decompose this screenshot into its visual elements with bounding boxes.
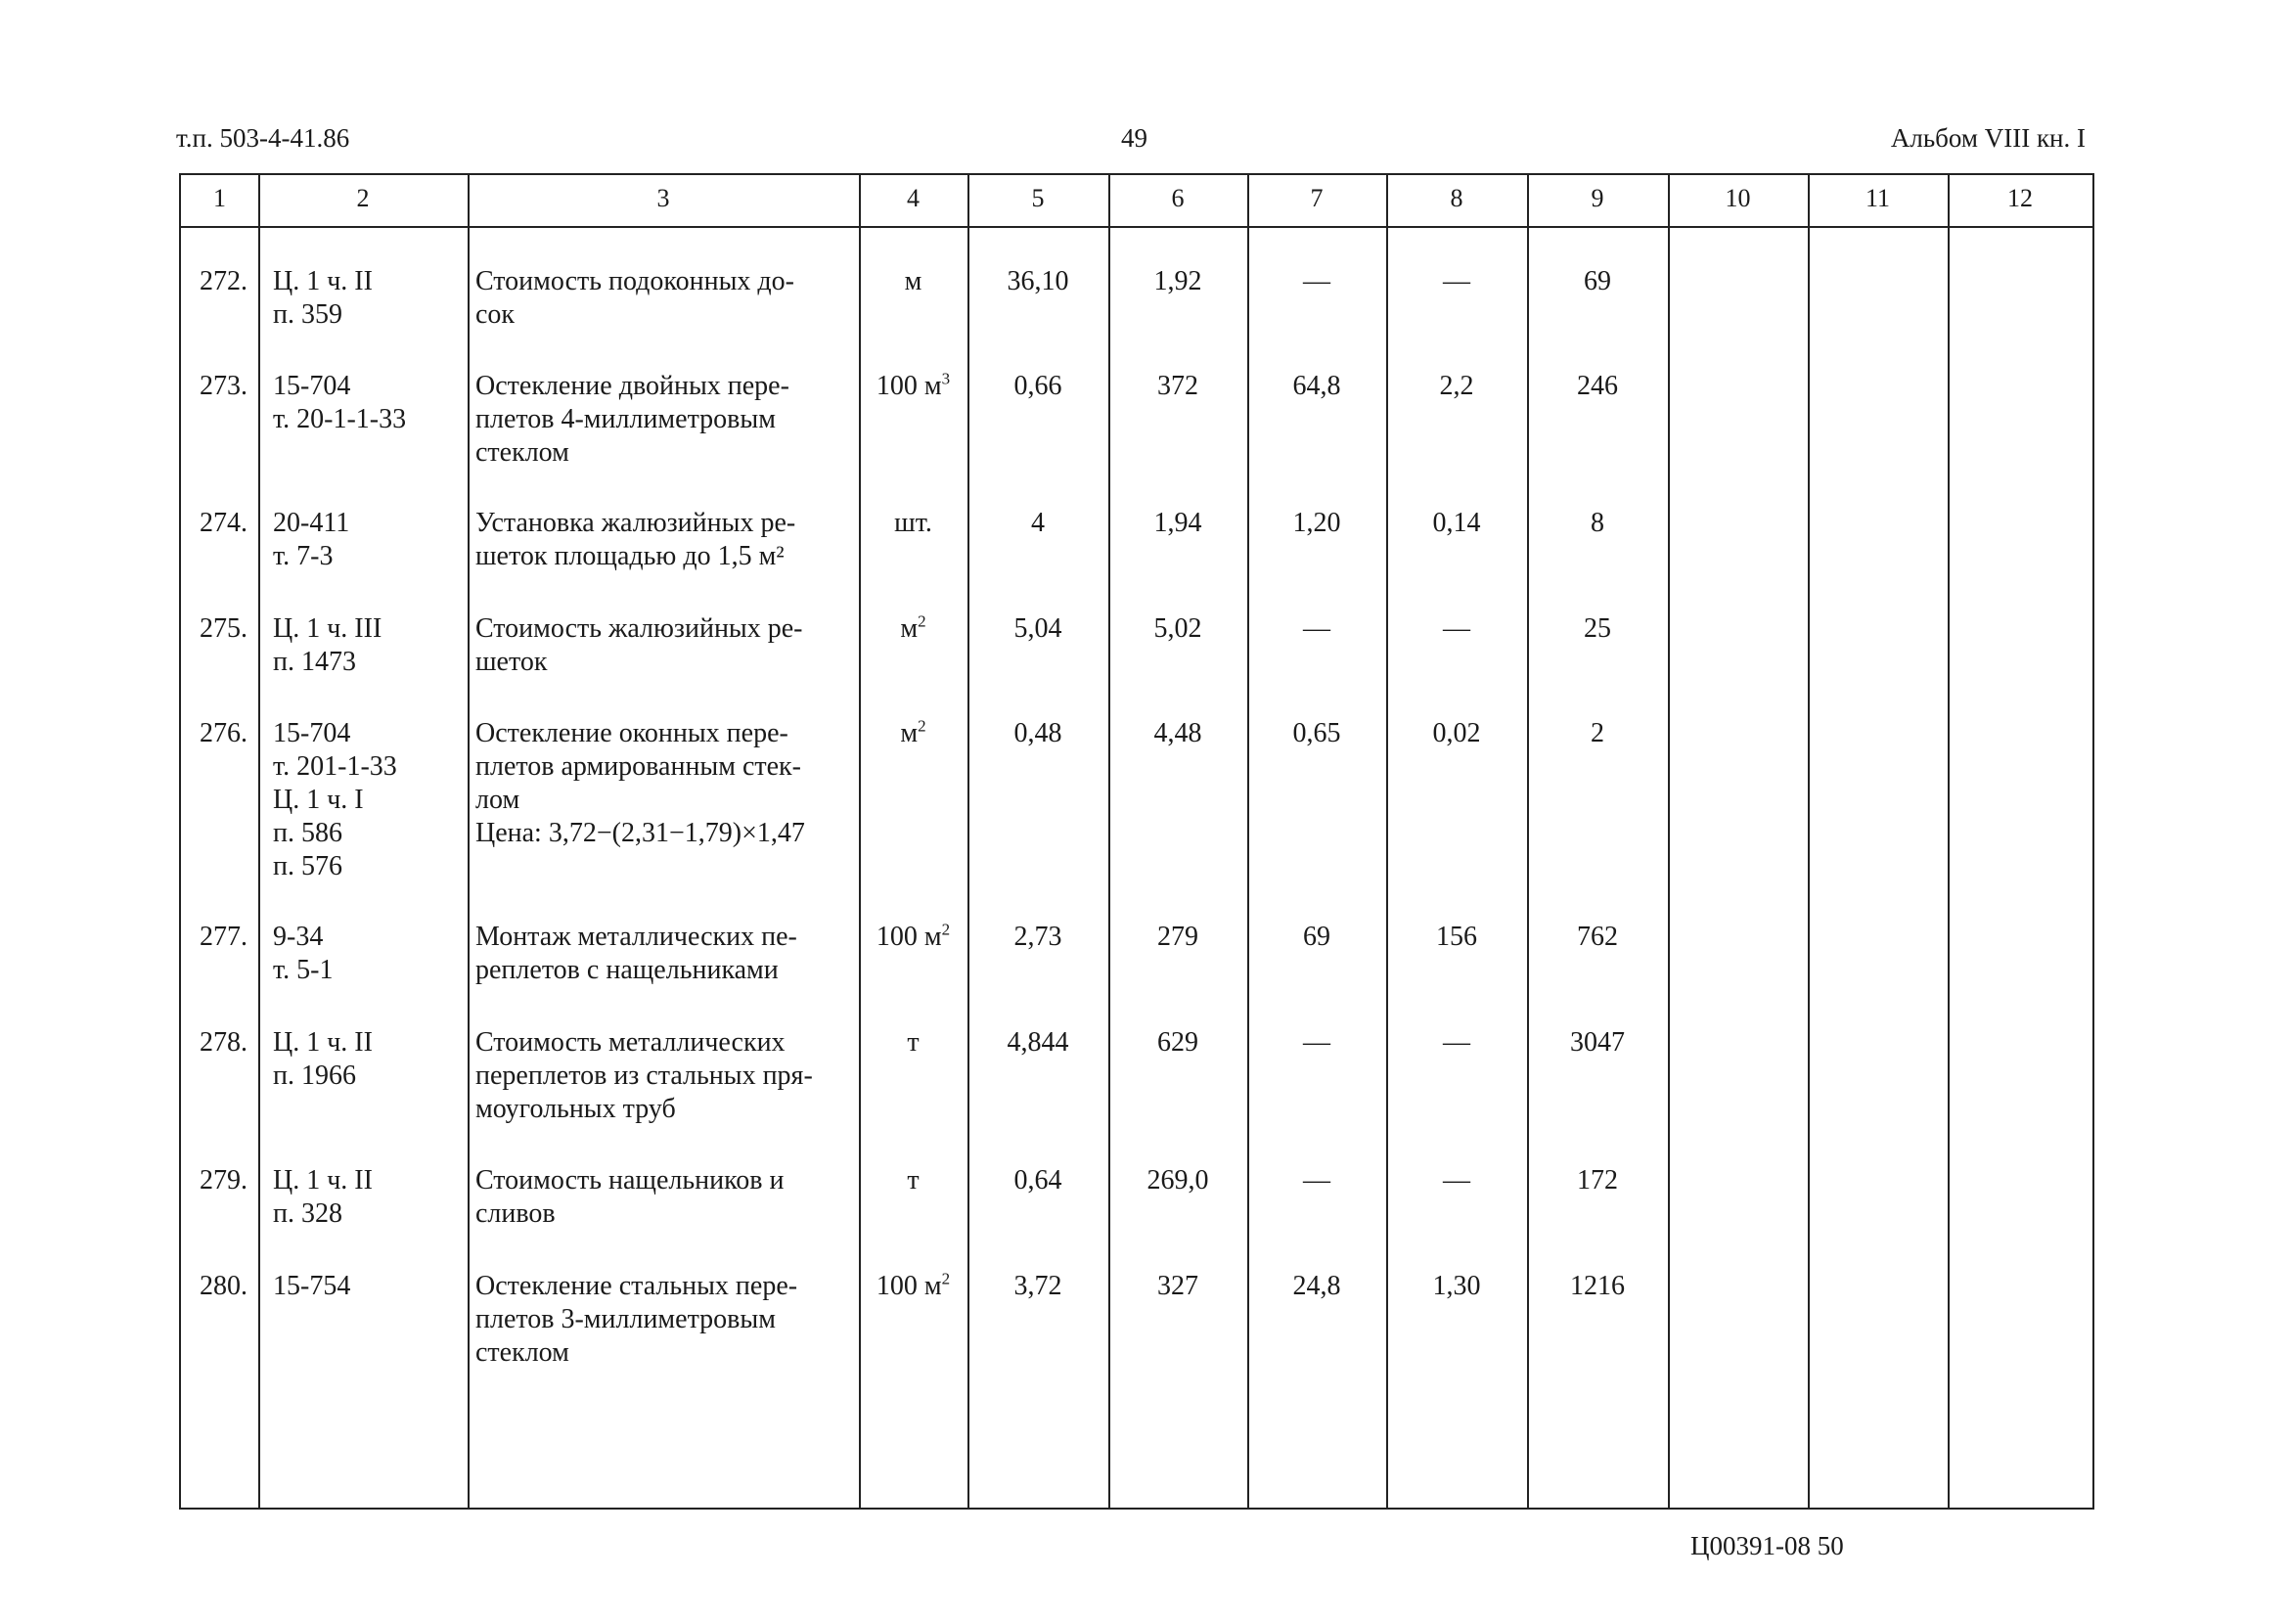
column-number-3: 3	[656, 184, 670, 212]
value-col-6: 1,94	[1153, 508, 1202, 538]
value-col-6: 279	[1157, 922, 1198, 952]
value-col-9: 172	[1577, 1165, 1618, 1195]
norm-reference: Ц. 1 ч. II п. 359	[273, 266, 373, 330]
estimate-table	[179, 173, 2094, 1510]
column-number-1: 1	[213, 184, 226, 212]
value-col-5: 0,66	[1013, 371, 1062, 401]
unit-exponent: 3	[941, 369, 951, 388]
unit-of-measure: т	[907, 1027, 920, 1058]
column-number-8: 8	[1450, 184, 1463, 212]
row-number: 278.	[200, 1027, 247, 1058]
norm-reference: 20-411 т. 7-3	[273, 508, 350, 571]
column-number-11: 11	[1865, 184, 1891, 212]
unit-exponent: 2	[941, 920, 951, 939]
norm-reference: Ц. 1 ч. II п. 328	[273, 1165, 373, 1229]
value-col-5: 4,844	[1007, 1027, 1069, 1058]
value-col-8: —	[1443, 613, 1470, 644]
sheet-code: Ц00391-08 50	[1690, 1531, 1844, 1560]
column-number-7: 7	[1310, 184, 1324, 212]
value-col-7: 24,8	[1292, 1271, 1341, 1301]
document-code: т.п. 503-4-41.86	[176, 123, 350, 153]
value-col-9: 1216	[1570, 1271, 1625, 1301]
value-col-7: 69	[1303, 922, 1330, 952]
value-col-5: 4	[1031, 508, 1045, 538]
unit-of-measure: м	[904, 266, 922, 296]
row-number: 273.	[200, 371, 247, 401]
norm-reference: 9-34 т. 5-1	[273, 922, 334, 985]
unit-of-measure: $м^2$	[900, 716, 926, 748]
column-number-5: 5	[1031, 184, 1045, 212]
work-description: Остекление стальных пере- плетов 3-миллиметровым стеклом	[475, 1271, 798, 1368]
row-number: 279.	[200, 1165, 247, 1195]
value-col-8: —	[1443, 1027, 1470, 1058]
row-number: 275.	[200, 613, 247, 644]
value-col-9: 8	[1591, 508, 1604, 538]
row-number: 272.	[200, 266, 247, 296]
value-col-5: 5,04	[1013, 613, 1062, 644]
value-col-6: 1,92	[1153, 266, 1202, 296]
unit-of-measure: $м^2$	[900, 611, 926, 644]
value-col-6: 327	[1157, 1271, 1198, 1301]
row-number: 276.	[200, 718, 247, 748]
value-col-6: 4,48	[1153, 718, 1202, 748]
row-number: 274.	[200, 508, 247, 538]
unit-of-measure: 100 $м^2$	[876, 920, 951, 952]
value-col-7: 64,8	[1292, 371, 1341, 401]
column-number-2: 2	[356, 184, 370, 212]
work-description: Установка жалюзийных ре- шеток площадью до 1,5 м²	[475, 508, 796, 571]
norm-reference: 15-704 т. 20-1-1-33	[273, 371, 407, 434]
row-number: 280.	[200, 1271, 247, 1301]
album-label: Альбом VIII кн. I	[1890, 123, 2086, 153]
value-col-6: 372	[1157, 371, 1198, 401]
unit-of-measure: 100 $м^2$	[876, 1269, 951, 1301]
column-divider	[1948, 175, 1950, 1508]
value-col-7: —	[1303, 1165, 1330, 1195]
value-col-6: 629	[1157, 1027, 1198, 1058]
column-number-4: 4	[907, 184, 920, 212]
value-col-7: —	[1303, 266, 1330, 296]
value-col-7: —	[1303, 613, 1330, 644]
value-col-8: —	[1443, 1165, 1470, 1195]
value-col-8: 2,2	[1439, 371, 1474, 401]
unit-exponent: 2	[918, 611, 926, 631]
value-col-6: 5,02	[1153, 613, 1202, 644]
column-number-9: 9	[1591, 184, 1604, 212]
page-number: 49	[1121, 123, 1147, 153]
unit-exponent: 2	[918, 716, 926, 736]
value-col-9: 762	[1577, 922, 1618, 952]
value-col-9: 69	[1584, 266, 1611, 296]
work-description: Остекление двойных пере- плетов 4-миллиметровым стеклом	[475, 371, 789, 468]
norm-reference: Ц. 1 ч. II п. 1966	[273, 1027, 373, 1091]
unit-of-measure: т	[907, 1165, 920, 1195]
value-col-8: —	[1443, 266, 1470, 296]
value-col-9: 2	[1591, 718, 1604, 748]
norm-reference: 15-754	[273, 1271, 351, 1301]
value-col-5: 3,72	[1013, 1271, 1062, 1301]
work-description: Стоимость подоконных до- сок	[475, 266, 794, 330]
value-col-5: 2,73	[1013, 922, 1062, 952]
unit-exponent: 2	[941, 1269, 951, 1288]
value-col-8: 1,30	[1432, 1271, 1481, 1301]
value-col-8: 0,14	[1432, 508, 1481, 538]
value-col-8: 0,02	[1432, 718, 1481, 748]
norm-reference: Ц. 1 ч. III п. 1473	[273, 613, 382, 677]
column-divider	[1668, 175, 1670, 1508]
value-col-9: 246	[1577, 371, 1618, 401]
column-divider	[468, 175, 470, 1508]
work-description: Монтаж металлических пе- реплетов с нащельниками	[475, 922, 797, 985]
column-number-10: 10	[1725, 184, 1751, 212]
value-col-9: 25	[1584, 613, 1611, 644]
unit-of-measure: шт.	[894, 508, 932, 538]
value-col-7: 1,20	[1292, 508, 1341, 538]
value-col-6: 269,0	[1146, 1165, 1209, 1195]
value-col-5: 0,64	[1013, 1165, 1062, 1195]
value-col-5: 36,10	[1007, 266, 1069, 296]
unit-of-measure: 100 $м^3$	[876, 369, 951, 401]
column-divider	[1808, 175, 1810, 1508]
value-col-5: 0,48	[1013, 718, 1062, 748]
work-description: Стоимость жалюзийных ре- шеток	[475, 613, 803, 677]
column-divider	[258, 175, 260, 1508]
value-col-8: 156	[1436, 922, 1477, 952]
work-description: Стоимость металлических переплетов из стальных пря- моугольных труб	[475, 1027, 813, 1124]
value-col-9: 3047	[1570, 1027, 1625, 1058]
work-description: Стоимость нащельников и сливов	[475, 1165, 785, 1229]
norm-reference: 15-704 т. 201-1-33 Ц. 1 ч. I п. 586 п. 576	[273, 718, 397, 881]
value-col-7: 0,65	[1292, 718, 1341, 748]
row-number: 277.	[200, 922, 247, 952]
work-description: Остекление оконных пере- плетов армированным стек- лом Цена: 3,72−(2,31−1,79)×1,47	[475, 718, 805, 848]
value-col-7: —	[1303, 1027, 1330, 1058]
column-number-6: 6	[1171, 184, 1185, 212]
column-number-12: 12	[2007, 184, 2033, 212]
